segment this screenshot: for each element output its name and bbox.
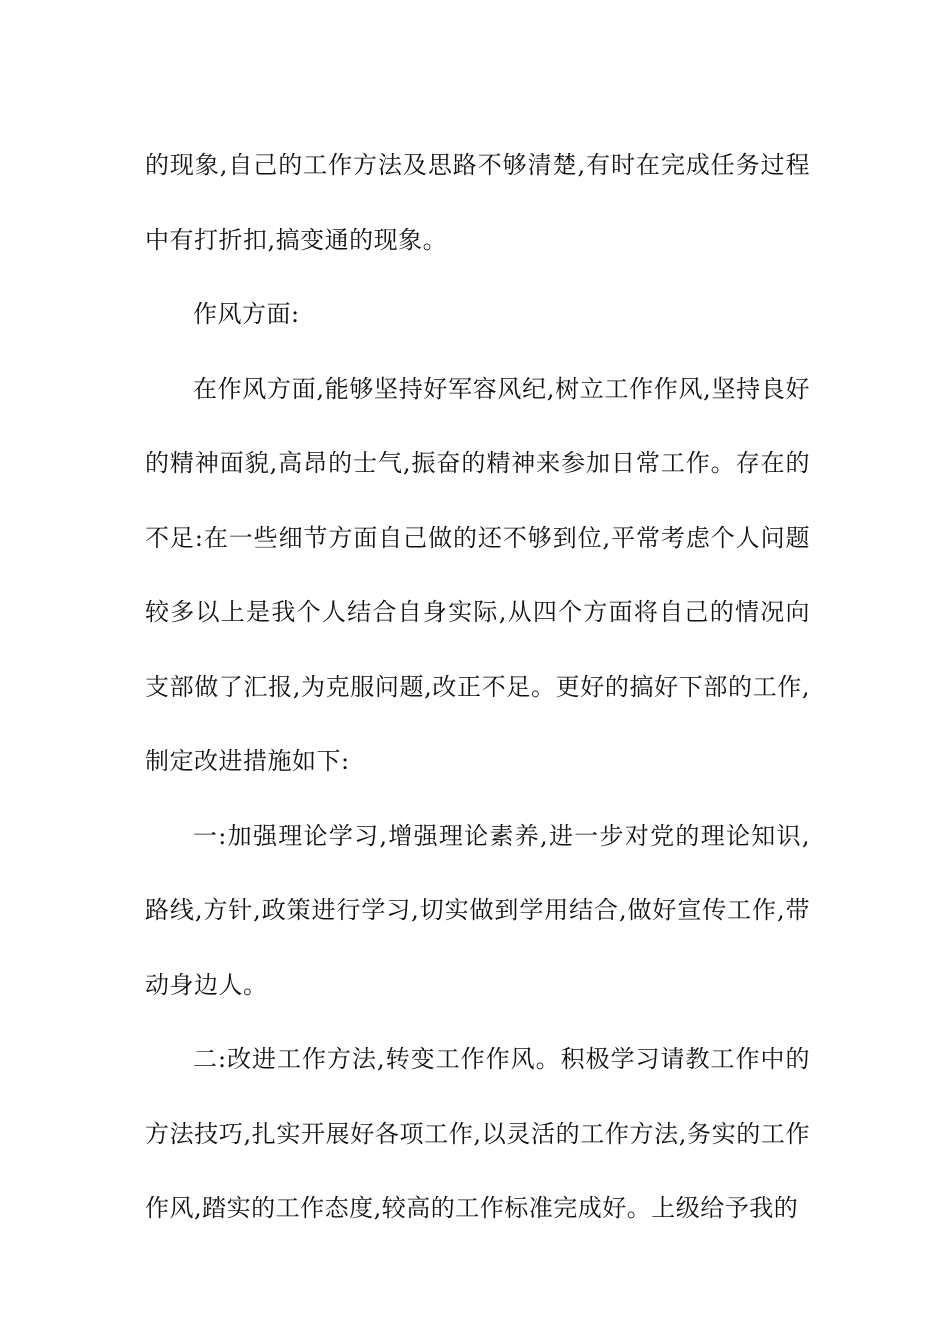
paragraph-measure-two: 二:改进工作方法,转变工作作风。积极学习请教工作中的方法技巧,扎实开展好各项工作,以灵活的工作方法,务实的工作作风,踏实的工作态度,较高的工作标准完成好。上级给予我的	[145, 1045, 810, 1222]
paragraph-work-style: 在作风方面,能够坚持好军容风纪,树立工作作风,坚持良好的精神面貌,高昂的士气,振奋的精神来参加日常工作。存在的不足:在一些细节方面自己做的还不够到位,平常考虑个人问题较多以上是我个人结合自身实际,从四个方面将自己的情况向支部做了汇报,为克服问题,改正不足。更好的搞好下部的工作,制定改进措施如下:	[145, 374, 810, 775]
document-body	[145, 128, 810, 1246]
section-heading-work-style: 作风方面:	[193, 300, 300, 328]
paragraph-continuation: 的现象,自己的工作方法及思路不够清楚,有时在完成任务过程中有打折扣,搞变通的现象。	[145, 151, 810, 254]
paragraph-measure-one: 一:加强理论学习,增强理论素养,进一步对党的理论知识,路线,方针,政策进行学习,切实做到学用结合,做好宣传工作,带动身边人。	[145, 821, 810, 999]
